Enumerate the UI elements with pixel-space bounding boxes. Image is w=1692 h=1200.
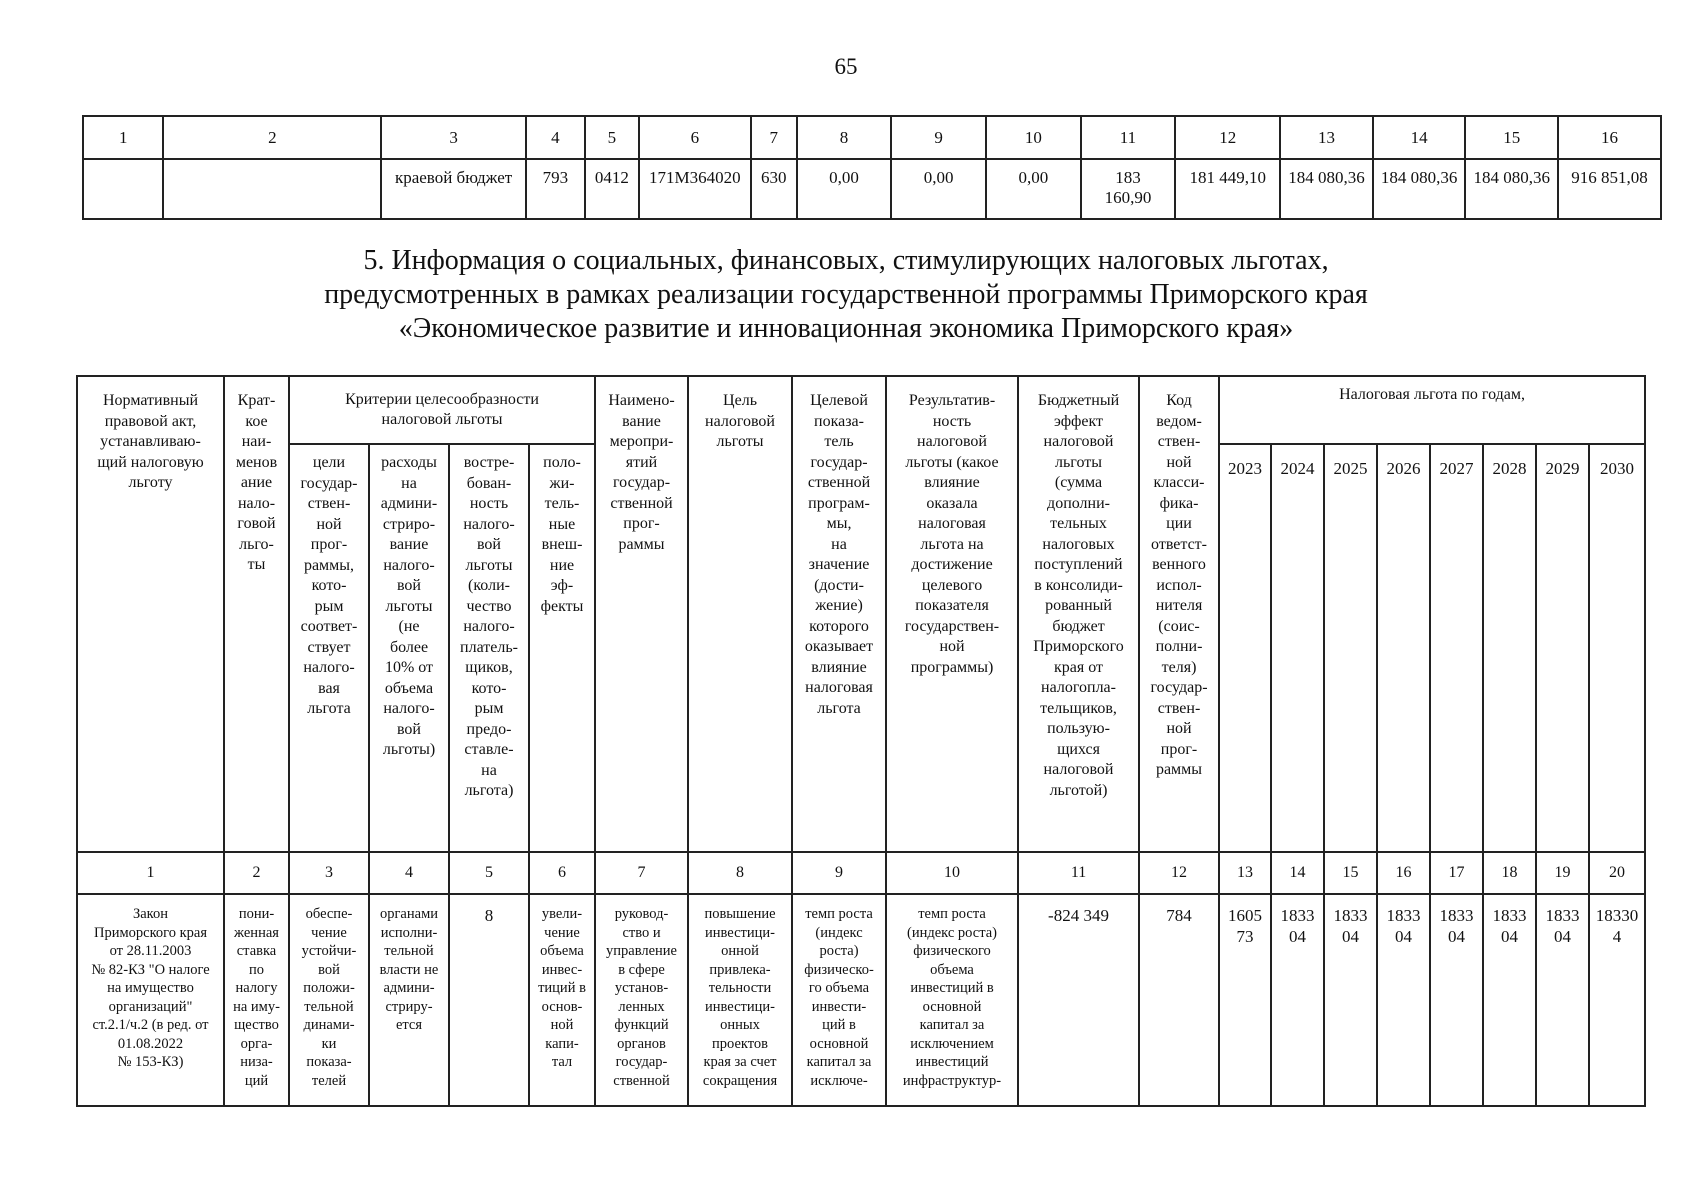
header-target-indicator: Целевой показа- тель государ- ственной програм- мы, на значение (дости- жение) которого оказывает влияние налоговая льгота [792, 376, 886, 852]
column-number: 6 [639, 116, 751, 159]
header-criteria-costs: расходы на админи- стриро- вание налого- вой льготы (не более 10% от объема налого- вой льготы) [369, 444, 449, 852]
table-cell: 0,00 [891, 159, 986, 219]
header-short-name: Крат- кое наи- менов ание нало- говой льго- ты [224, 376, 289, 852]
cell-goal: повышение инвестици- онной привлека- тельности инвестици- онных проектов края за счет сокращения [688, 894, 792, 1106]
header-event-name: Наимено- вание меропри- ятий государ- ственной прог- раммы [595, 376, 688, 852]
column-number: 12 [1139, 852, 1219, 894]
column-number: 9 [891, 116, 986, 159]
column-number: 9 [792, 852, 886, 894]
header-year: 2025 [1324, 444, 1377, 852]
column-number: 7 [751, 116, 797, 159]
header-criteria-goals: цели государ- ствен- ной прог- раммы, кото- рым соответ- ствует налого- вая льгота [289, 444, 369, 852]
budget-table-header-row [83, 116, 1661, 159]
cell-budget-effect: -824 349 [1018, 894, 1139, 1106]
cell-event-name: руковод- ство и управление в сфере установ- ленных функций органов государ- ственной [595, 894, 688, 1106]
cell-year-value: 1833 04 [1271, 894, 1324, 1106]
section-title-line: 5. Информация о социальных, финансовых, стимулирующих налоговых льготах, [363, 245, 1329, 276]
table-row [83, 159, 1661, 219]
cell-year-value: 18330 4 [1589, 894, 1645, 1106]
column-number: 2 [163, 116, 381, 159]
table-header-row [77, 376, 1645, 444]
column-number: 10 [986, 116, 1081, 159]
cell-criteria-demand: 8 [449, 894, 529, 1106]
table-cell: 630 [751, 159, 797, 219]
cell-criteria-effects: увели- чение объема инвес- тиций в основ- ной капи- тал [529, 894, 595, 1106]
column-number: 14 [1373, 116, 1466, 159]
column-number: 12 [1175, 116, 1280, 159]
header-year: 2028 [1483, 444, 1536, 852]
column-number: 2 [224, 852, 289, 894]
cell-year-value: 1605 73 [1219, 894, 1271, 1106]
column-number: 16 [1558, 116, 1661, 159]
header-goal: Цель налоговой льготы [688, 376, 792, 852]
header-years-group: Налоговая льгота по годам, [1219, 376, 1645, 444]
header-year: 2024 [1271, 444, 1324, 852]
cell-year-value: 1833 04 [1536, 894, 1589, 1106]
cell-year-value: 1833 04 [1483, 894, 1536, 1106]
table-cell: 181 449,10 [1175, 159, 1280, 219]
column-number: 4 [526, 116, 585, 159]
budget-table [82, 115, 1662, 220]
column-number: 15 [1324, 852, 1377, 894]
header-year: 2026 [1377, 444, 1430, 852]
column-number-row [77, 852, 1645, 894]
header-year: 2029 [1536, 444, 1589, 852]
column-number: 19 [1536, 852, 1589, 894]
cell-criteria-costs: органами исполни- тельной власти не админи- стриру- ется [369, 894, 449, 1106]
column-number: 13 [1280, 116, 1373, 159]
column-number: 11 [1081, 116, 1176, 159]
cell-short-name: пони- женная ставка по налогу на иму- щество орга- низа- ций [224, 894, 289, 1106]
header-normative-act: Нормативный правовой акт, устанавливаю- щий налоговую льготу [77, 376, 224, 852]
column-number: 15 [1465, 116, 1558, 159]
table-cell: 171М364020 [639, 159, 751, 219]
column-number: 17 [1430, 852, 1483, 894]
column-number: 5 [449, 852, 529, 894]
table-row [77, 894, 1645, 1106]
column-number: 3 [289, 852, 369, 894]
cell-year-value: 1833 04 [1430, 894, 1483, 1106]
column-number: 3 [381, 116, 526, 159]
header-effectiveness: Результатив- ность налоговой льготы (какое влияние оказала налоговая льгота на достижение целевого показателя государствен- ной программы) [886, 376, 1018, 852]
column-number: 18 [1483, 852, 1536, 894]
table-cell: 793 [526, 159, 585, 219]
column-number: 16 [1377, 852, 1430, 894]
table-cell: 0,00 [797, 159, 892, 219]
section-title-line: «Экономическое развитие и инновационная экономика Приморского края» [398, 313, 1294, 344]
table-cell: 0,00 [986, 159, 1081, 219]
column-number: 13 [1219, 852, 1271, 894]
cell-criteria-goals: обеспе- чение устойчи- вой положи- тельной динами- ки показа- телей [289, 894, 369, 1106]
table-cell: 183 160,90 [1081, 159, 1176, 219]
header-year: 2030 [1589, 444, 1645, 852]
column-number: 14 [1271, 852, 1324, 894]
page-number: 65 [834, 54, 858, 79]
column-number: 8 [797, 116, 892, 159]
column-number: 7 [595, 852, 688, 894]
cell-year-value: 1833 04 [1377, 894, 1430, 1106]
table-cell [163, 159, 381, 219]
section-title [0, 244, 1692, 346]
table-cell: 916 851,08 [1558, 159, 1661, 219]
column-number: 20 [1589, 852, 1645, 894]
cell-dept-code: 784 [1139, 894, 1219, 1106]
header-dept-code: Код ведом- ствен- ной класси- фика- ции ответст- венного испол- нителя (соис- полни- теля) государ- ствен- ной прог- раммы [1139, 376, 1219, 852]
header-budget-effect: Бюджетный эффект налоговой льготы (сумма дополни- тельных налоговых поступлений в консолиди- рованный бюджет Приморского края от налогопла- тельщиков, пользую- щихся налоговой льготой) [1018, 376, 1139, 852]
column-number: 10 [886, 852, 1018, 894]
header-year: 2023 [1219, 444, 1271, 852]
cell-year-value: 1833 04 [1324, 894, 1377, 1106]
table-cell: 184 080,36 [1373, 159, 1466, 219]
header-criteria-group: Критерии целесообразности налоговой льготы [289, 376, 595, 444]
column-number: 4 [369, 852, 449, 894]
cell-target-indicator: темп роста (индекс роста) физическо- го объема инвести- ций в основной капитал за исключе- [792, 894, 886, 1106]
header-year: 2027 [1430, 444, 1483, 852]
table-cell: 184 080,36 [1465, 159, 1558, 219]
column-number: 8 [688, 852, 792, 894]
tax-benefits-table [76, 375, 1646, 1107]
column-number: 1 [83, 116, 163, 159]
section-title-line: предусмотренных в рамках реализации государственной программы Приморского края [324, 279, 1368, 310]
header-criteria-effects: поло- жи- тель- ные внеш- ние эф- фекты [529, 444, 595, 852]
table-cell [83, 159, 163, 219]
table-cell: 184 080,36 [1280, 159, 1373, 219]
cell-effectiveness: темп роста (индекс роста) физического объема инвестиций в основной капитал за исключением инвестиций инфраструктур- [886, 894, 1018, 1106]
column-number: 11 [1018, 852, 1139, 894]
column-number: 1 [77, 852, 224, 894]
column-number: 6 [529, 852, 595, 894]
header-criteria-demand: востре- бован- ность налого- вой льготы (коли- чество налого- платель- щиков, кото- рым предо- ставле- на льгота) [449, 444, 529, 852]
cell-normative-act: Закон Приморского края от 28.11.2003 № 82-КЗ "О налоге на имущество организаций" ст.2.1/ч.2 (в ред. от 01.08.2022 № 153-КЗ) [77, 894, 224, 1106]
table-cell: 0412 [585, 159, 639, 219]
table-cell: краевой бюджет [381, 159, 526, 219]
column-number: 5 [585, 116, 639, 159]
